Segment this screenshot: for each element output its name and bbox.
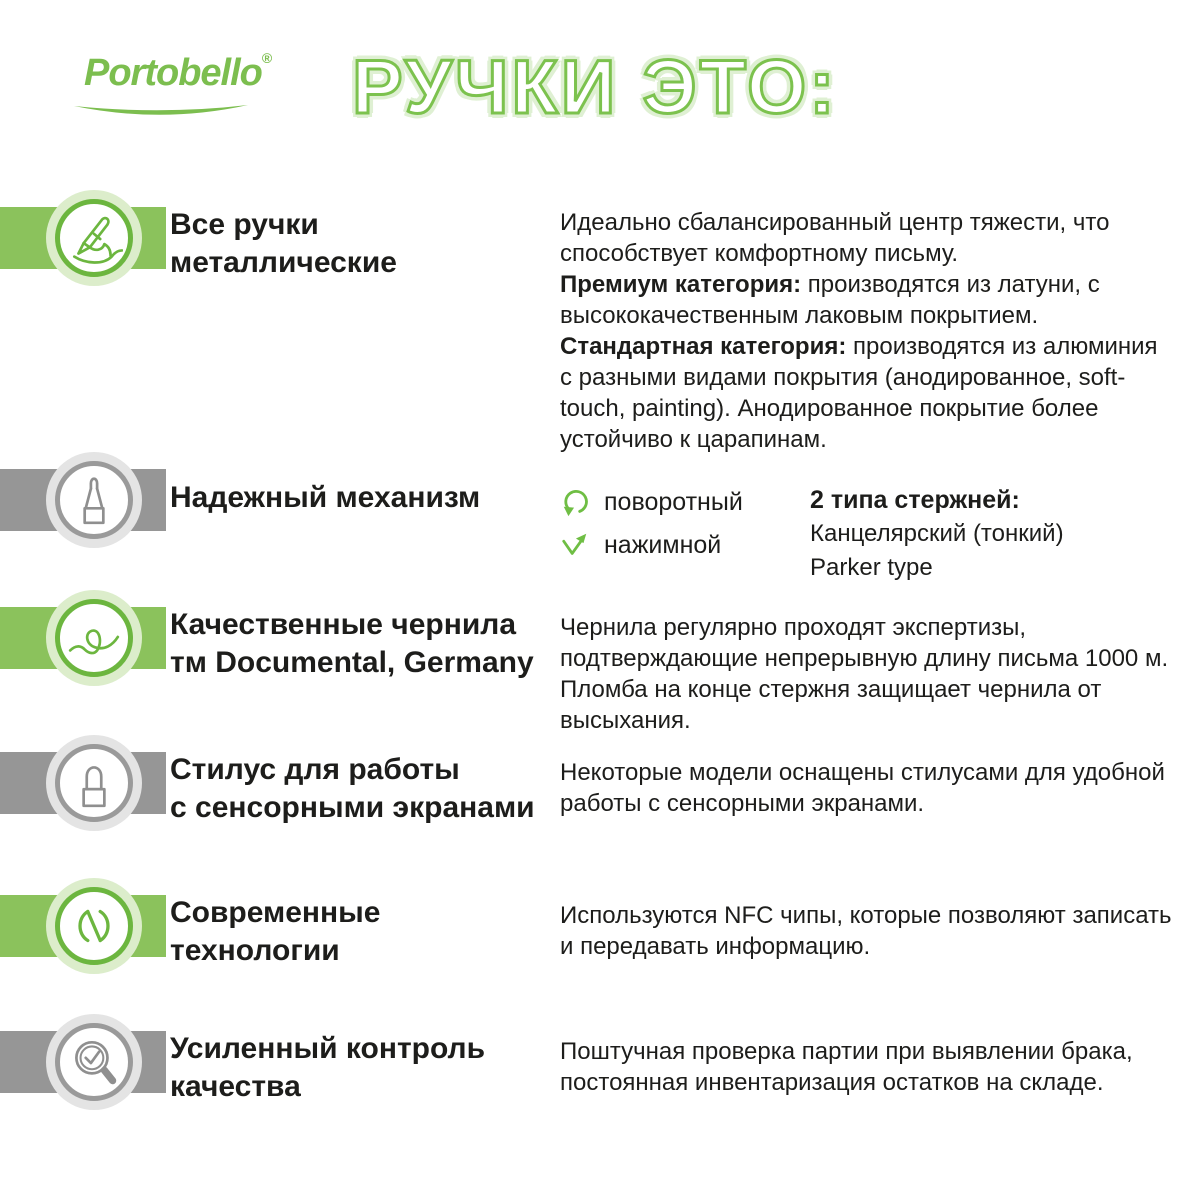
feature-badge: [46, 735, 142, 831]
feature-description: Поштучная проверка партии при выявлении брака, постоянная инвентаризация остатков на складе.: [560, 1038, 1133, 1096]
feature-title: Усиленный контроль качества: [170, 1032, 486, 1103]
push-icon: [560, 530, 590, 560]
portobello-logo: [84, 52, 272, 95]
feature-title: Надежный механизм: [170, 481, 481, 514]
mechanism-item: нажимной: [560, 530, 743, 560]
feature-title: Качественные чернила тм Documental, Germany: [170, 608, 534, 679]
registered-trademark-icon: ®: [261, 50, 273, 66]
feature-badge: [46, 452, 142, 548]
refill-types: [810, 483, 1064, 585]
feature-description: Некоторые модели оснащены стилусами для удобной работы с сенсорными экранами.: [560, 759, 1165, 817]
feature-description: Используются NFC чипы, которые позволяют записать и передавать информацию.: [560, 902, 1172, 960]
refill-item: Канцелярский (тонкий): [810, 520, 1064, 547]
feature-badge: [46, 1014, 142, 1110]
ink-squiggle-icon: [65, 609, 123, 667]
feature-title: Современные технологии: [170, 896, 381, 967]
writing-hand-icon: [65, 209, 123, 267]
logo-swoosh-icon: [70, 102, 252, 120]
feature-title: Все ручки металлические: [170, 208, 397, 279]
feature-badge: [46, 590, 142, 686]
feature-badge: [46, 878, 142, 974]
stylus-icon: [65, 754, 123, 812]
mechanism-types: [560, 487, 743, 560]
feature-title: Стилус для работы с сенсорными экранами: [170, 753, 535, 824]
feature-description: Идеально сбалансированный центр тяжести, что способствует комфортному письму. Премиум категория: производятся из латуни, с высококачественным лаковым покрытием. Стандартная категория: производятся из алюминия с разными видами покрытия (анодированное, soft-touch, painting). Анодированное покрытие более устойчиво к царапинам.: [560, 209, 1158, 453]
magnifier-check-icon: [65, 1033, 123, 1091]
feature-description: Чернила регулярно проходят экспертизы, подтверждающие непрерывную длину письма 1000 м. Пломба на конце стержня защищает чернила от высыхания.: [560, 614, 1169, 734]
pen-tip-icon: [65, 471, 123, 529]
page-title: РУЧКИ ЭТО:: [352, 45, 838, 130]
nfc-icon: [65, 897, 123, 955]
refill-item: Parker type: [810, 554, 933, 581]
logo-text: Portobello: [84, 52, 262, 94]
refills-heading: 2 типа стержней:: [810, 486, 1020, 514]
rotate-icon: [560, 487, 590, 517]
feature-badge: [46, 190, 142, 286]
mechanism-item: поворотный: [560, 487, 743, 517]
